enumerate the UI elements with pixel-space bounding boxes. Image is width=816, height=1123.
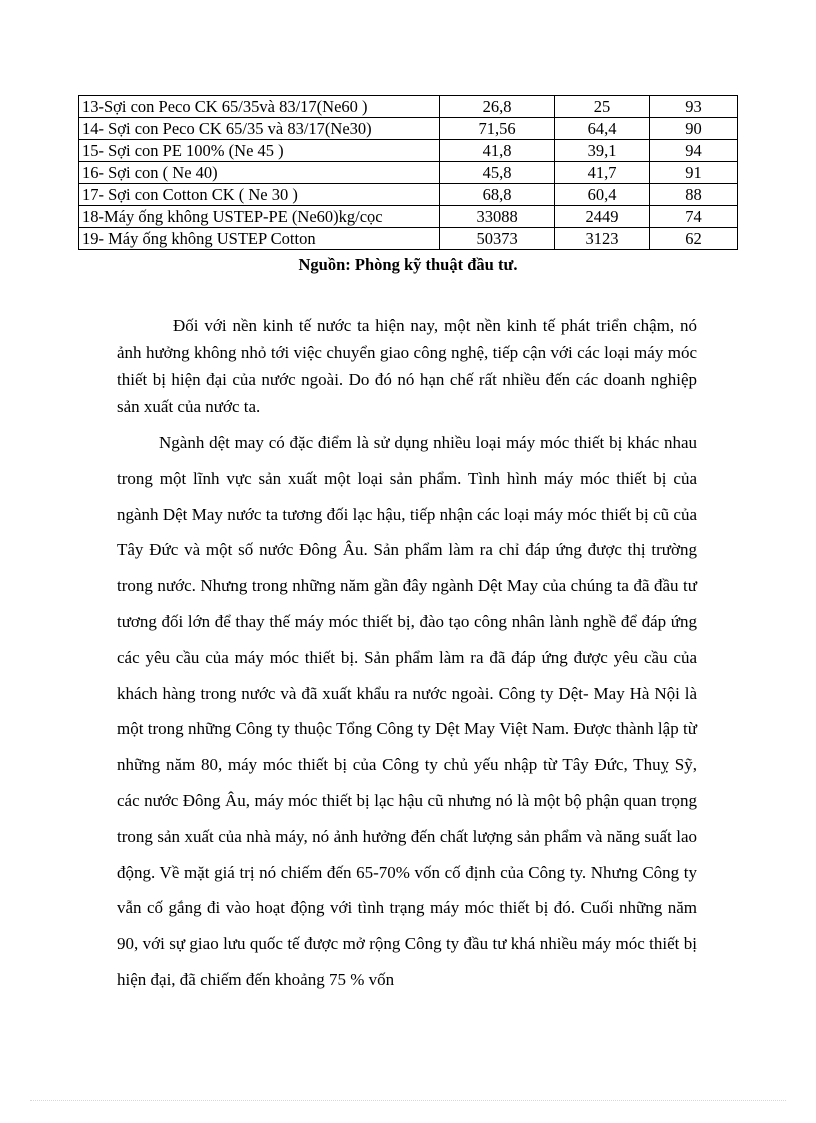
row-value-1: 68,8 — [440, 184, 555, 206]
row-value-3: 74 — [650, 206, 738, 228]
table-row — [79, 184, 738, 206]
row-value-2: 25 — [555, 96, 650, 118]
row-name: 15- Sợi con PE 100% (Ne 45 ) — [79, 140, 440, 162]
paragraph-1-text: Đối với nền kinh tế nước ta hiện nay, một nền kinh tế phát triển chậm, nó ảnh hưởng không nhỏ tới việc chuyển giao công nghệ, tiếp cận với các loại máy móc thiết bị hiện đại của nước ngoài. Do đó nó hạn chế rất nhiều đến các doanh nghiệp sản xuất của nước ta. — [117, 316, 697, 416]
row-value-2: 2449 — [555, 206, 650, 228]
row-value-2: 64,4 — [555, 118, 650, 140]
row-name: 18-Máy ống không USTEP-PE (Ne60)kg/cọc — [79, 206, 440, 228]
row-value-3: 91 — [650, 162, 738, 184]
row-value-1: 33088 — [440, 206, 555, 228]
paragraph-2-text: Ngành dệt may có đặc điểm là sử dụng nhiều loại máy móc thiết bị khác nhau trong một lĩnh vực sản xuất một loại sản phẩm. Tình hình máy móc thiết bị của ngành Dệt May nước ta tương đối lạc hậu, tiếp nhận các loại máy móc thiết bị cũ của Tây Đức và một số nước Đông Âu. Sản phẩm làm ra chỉ đáp ứng được thị trường trong nước. Nhưng trong những năm gần đây ngành Dệt May của chúng ta đã đầu tư tương đối lớn để thay thế máy móc thiết bị, đào tạo công nhân lành nghề để đáp ứng các yêu cầu của máy móc thiết bị. Sản phẩm làm ra đã đáp ứng được yêu cầu của khách hàng trong nước và đã xuất khẩu ra nước ngoài. Công ty Dệt- May Hà Nội là một trong những Công ty thuộc Tổng Công ty Dệt May Việt Nam. Được thành lập từ những năm 80, máy móc thiết bị của Công ty chủ yếu nhập từ Tây Đức, Thuỵ Sỹ, các nước Đông Âu, máy móc thiết bị lạc hậu cũ nhưng nó là một bộ phận quan trọng trong sản xuất của nhà máy, nó ảnh hưởng đến chất lượng sản phẩm và năng suất lao động. Về mặt giá trị nó chiếm đến 65-70% vốn cố định của Công ty. Nhưng Công ty vẫn cố gắng đi vào hoạt động với tình trạng máy móc thiết bị đó. Cuối những năm 90, với sự giao lưu quốc tế được mở rộng Công ty đầu tư khá nhiều máy móc thiết bị hiện đại, đã chiếm đến khoảng 75 % vốn — [117, 433, 697, 989]
table-source-note: Nguồn: Phòng kỹ thuật đầu tư. — [298, 255, 518, 274]
row-value-1: 41,8 — [440, 140, 555, 162]
row-value-2: 60,4 — [555, 184, 650, 206]
row-value-2: 41,7 — [555, 162, 650, 184]
table-row — [79, 206, 738, 228]
paragraph-2 — [117, 425, 697, 998]
equipment-table — [78, 95, 738, 250]
footer-divider — [30, 1100, 786, 1101]
table-row — [79, 140, 738, 162]
row-name: 16- Sợi con ( Ne 40) — [79, 162, 440, 184]
table-row — [79, 228, 738, 250]
table-row — [79, 96, 738, 118]
row-value-3: 94 — [650, 140, 738, 162]
row-value-1: 45,8 — [440, 162, 555, 184]
table-row — [79, 118, 738, 140]
row-value-2: 39,1 — [555, 140, 650, 162]
row-name: 19- Máy ống không USTEP Cotton — [79, 228, 440, 250]
row-value-1: 50373 — [440, 228, 555, 250]
row-name: 13-Sợi con Peco CK 65/35và 83/17(Ne60 ) — [79, 96, 440, 118]
row-value-3: 88 — [650, 184, 738, 206]
row-value-1: 26,8 — [440, 96, 555, 118]
table-row — [79, 162, 738, 184]
row-name: 14- Sợi con Peco CK 65/35 và 83/17(Ne30) — [79, 118, 440, 140]
row-value-1: 71,56 — [440, 118, 555, 140]
paragraph-1 — [117, 312, 697, 420]
row-value-2: 3123 — [555, 228, 650, 250]
row-value-3: 62 — [650, 228, 738, 250]
row-value-3: 90 — [650, 118, 738, 140]
row-name: 17- Sợi con Cotton CK ( Ne 30 ) — [79, 184, 440, 206]
row-value-3: 93 — [650, 96, 738, 118]
